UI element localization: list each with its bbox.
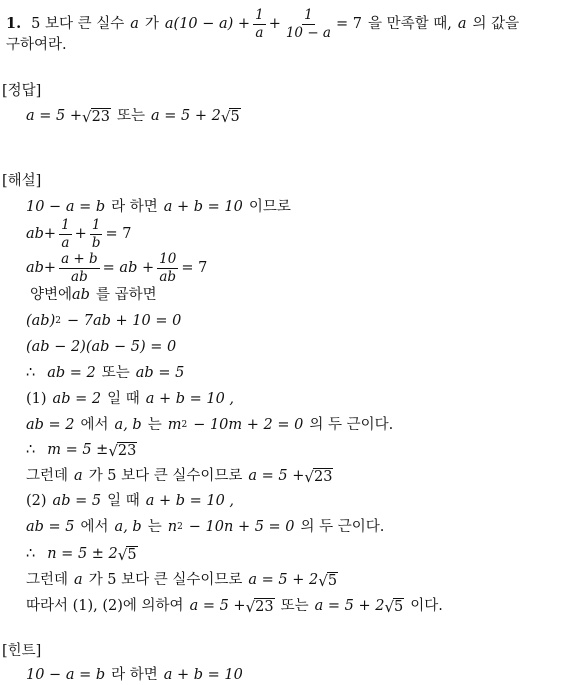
problem-text: 의 값을 — [472, 16, 520, 33]
therefore-icon: ∴ — [26, 546, 36, 562]
explanation-line: 그런데 a 가 5 보다 큰 실수이므로 a = 5 + 2 √ 5 — [26, 571, 338, 590]
equation-part: = 7 — [335, 16, 362, 33]
problem-text: 5 보다 큰 실수 — [31, 16, 125, 33]
conjunction: 또는 — [117, 108, 146, 124]
explanation-line: ab+ $\frac{a + b}{ab}$ = ab + $\frac{10}{ab}$ = 7 — [26, 251, 208, 285]
therefore-icon: ∴ — [26, 365, 36, 381]
problem-line-1: 1. 5 보다 큰 실수 a 가 a(10 − a) + $\frac{1}{a}$ + $\frac{1}{10 - a}$ = 7 을 만족할 때, a 의 값을 — [6, 7, 520, 41]
explanation-line: ab = 5 에서 a, b 는 n 2 − 10n + 5 = 0 의 두 근이다. — [26, 519, 385, 535]
explanation-line: (ab − 2)(ab − 5) = 0 — [26, 339, 177, 355]
equation-part: a(10 − a) + — [164, 16, 251, 33]
hint-heading: [힌트] — [2, 643, 42, 659]
explanation-line: 그런데 a 가 5 보다 큰 실수이므로 a = 5 + √ 23 — [26, 467, 333, 486]
sqrt: √ 23 — [304, 467, 333, 486]
variable-a: a — [130, 16, 139, 33]
explanation-line: 양변에 ab 를 곱하면 — [30, 287, 157, 303]
problem-number: 1. — [6, 15, 22, 33]
explanation-line: (1) ab = 2 일 때 a + b = 10 , — [26, 391, 235, 407]
sqrt: √ 5 — [117, 545, 137, 564]
problem-line-2 — [6, 38, 67, 53]
sqrt: √ 23 — [245, 597, 274, 616]
explanation-line: (2) ab = 5 일 때 a + b = 10 , — [26, 493, 235, 509]
explanation-line: ab = 2 에서 a, b 는 m 2 − 10m + 2 = 0 의 두 근이다. — [26, 417, 394, 433]
sqrt: √ 5 — [318, 571, 338, 590]
equation-part: a = 5 + — [26, 108, 82, 124]
explanation-line: ∴ ab = 2 또는 ab = 5 — [26, 365, 185, 381]
answer-heading: [정답] — [2, 83, 42, 99]
explanation-line: 10 − a = b 라 하면 a + b = 10 이므로 — [26, 199, 291, 215]
fraction: $\frac{1}{b}$ — [91, 217, 101, 251]
equation-part: a = 5 + 2 — [151, 108, 221, 124]
explanation-heading: [해설] — [2, 173, 42, 189]
problem-text: 가 — [144, 16, 159, 33]
hint-line: 10 − a = b 라 하면 a + b = 10 — [26, 667, 243, 683]
problem-text: 을 만족할 때, — [367, 16, 452, 33]
fraction: $\frac{1}{a}$ — [255, 7, 264, 41]
answer-line — [26, 108, 241, 125]
explanation-line: ∴ n = 5 ± 2 √ 5 — [26, 545, 137, 564]
sqrt: √ 23 — [82, 107, 111, 126]
fraction: $\frac{1}{10 - a}$ — [285, 7, 331, 41]
therefore-icon: ∴ — [26, 442, 36, 458]
sqrt: √ 23 — [108, 441, 137, 460]
variable-a: a — [457, 16, 467, 33]
explanation-line: 따라서 (1), (2)에 의하여 a = 5 + √ 23 또는 a = 5 + 2 √ 5 이다. — [26, 597, 443, 616]
fraction: $\frac{10}{ab}$ — [159, 251, 177, 285]
fraction: $\frac{a + b}{ab}$ — [61, 251, 98, 285]
sqrt: √ 5 — [220, 107, 240, 126]
sqrt: √ 5 — [384, 597, 404, 616]
explanation-line: ab+ $\frac{1}{a}$ + $\frac{1}{b}$ = 7 — [26, 217, 132, 251]
problem-text: 구하여라. — [6, 37, 67, 53]
explanation-line: ∴ m = 5 ± √ 23 — [26, 441, 137, 460]
fraction: $\frac{1}{a}$ — [61, 217, 70, 251]
explanation-line: (ab) 2 − 7ab + 10 = 0 — [26, 313, 182, 329]
